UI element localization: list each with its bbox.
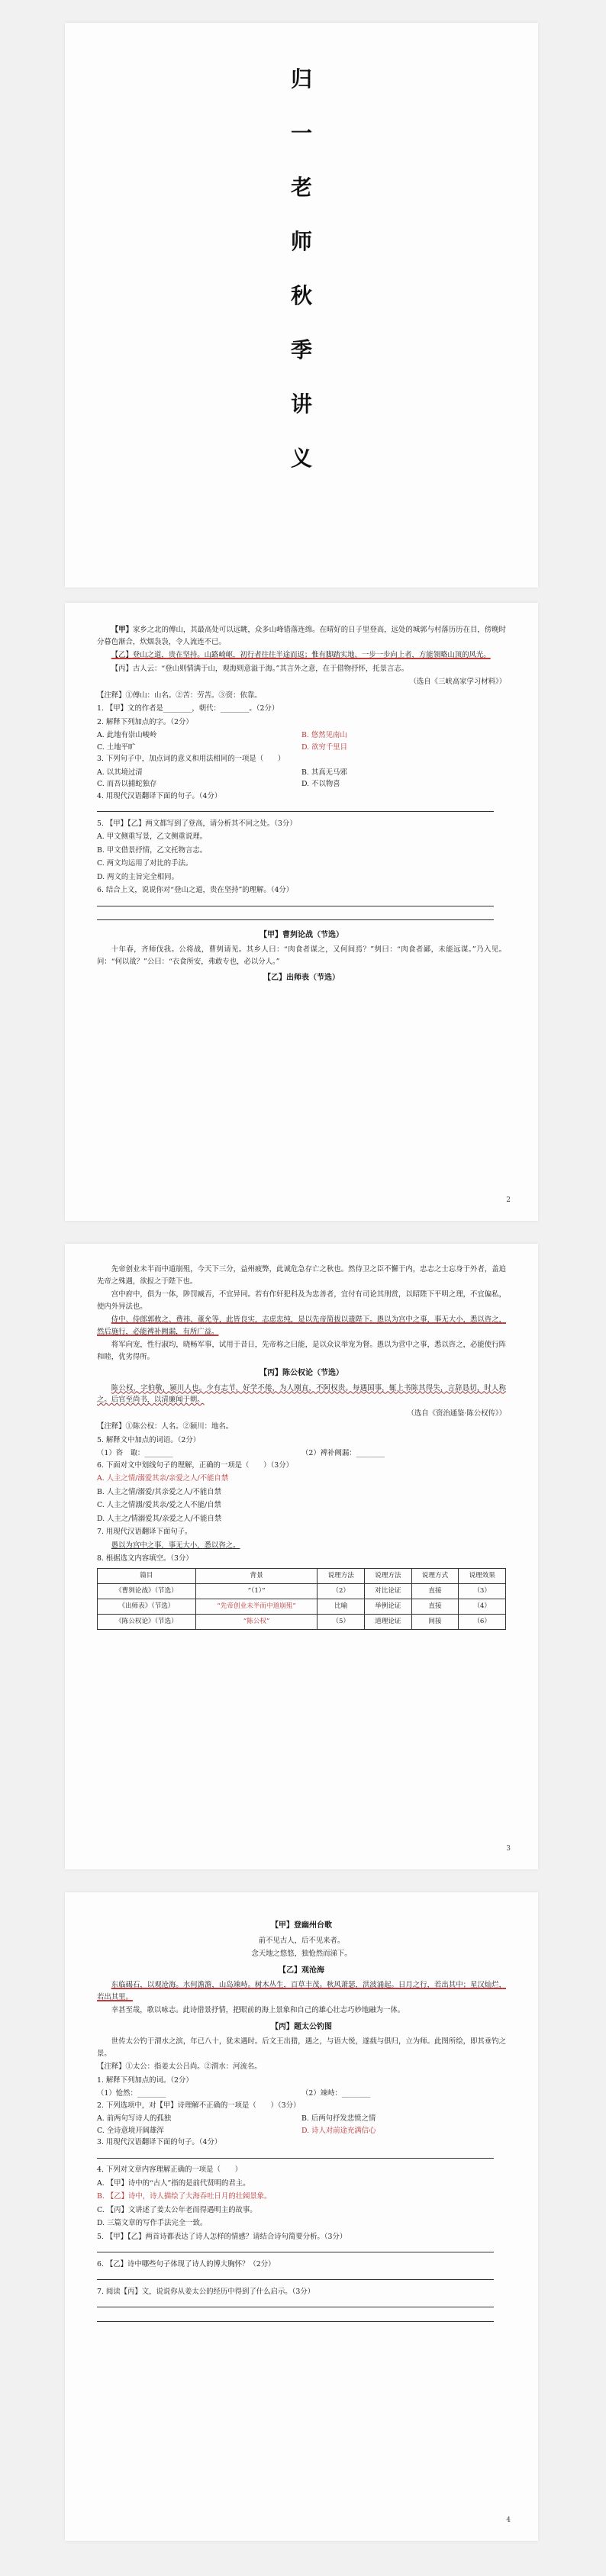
passage-paragraph bbox=[97, 624, 506, 648]
table-header-cell: 说理方法 bbox=[318, 1568, 365, 1583]
page-number: 3 bbox=[506, 1845, 511, 1853]
question-options bbox=[97, 767, 506, 791]
question: 7. 用现代汉语翻译下面句子。 bbox=[97, 1528, 192, 1536]
option: B. 其真无马邪 bbox=[301, 768, 347, 777]
passage-paragraph: 将军向宠，性行淑均，晓畅军事，试用于昔日，先帝称之曰能，是以众议举宠为督。愚以为营中之事，悉以咨之，必能使行阵和睦，优劣得所。 bbox=[97, 1341, 506, 1361]
question: 4. 用现代汉语翻译下面的句子。（4分） bbox=[97, 791, 222, 800]
page-number: 4 bbox=[506, 2516, 511, 2524]
worksheet-page-4 bbox=[65, 1892, 538, 2541]
table-row bbox=[98, 1583, 506, 1599]
table-header-cell: 说理效果 bbox=[459, 1568, 506, 1583]
option: B. 后两句抒发悲愤之情 bbox=[301, 2114, 376, 2123]
passage-text: 东临碣石，以观沧海。水何澹澹，山岛竦峙。树木丛生，百草丰茂。秋风萧瑟，洪波涌起。日月之行，若出其中；星汉灿烂，若出其里。 bbox=[97, 1981, 506, 2001]
table-header-cell: 说理方式 bbox=[411, 1568, 459, 1583]
passage-paragraph: 幸甚至哉，歌以咏志。此诗借景抒情，把眼前的海上景象和自己的雄心壮志巧妙地融为一体。 bbox=[111, 2006, 405, 2014]
option: C. 土地平旷 bbox=[97, 742, 136, 752]
page-3-body bbox=[97, 1264, 506, 1630]
option: （2）裨补阙漏：________ bbox=[301, 1449, 385, 1457]
option: C. 而吾以捕蛇独存 bbox=[97, 780, 157, 788]
annotation-note: 【注释】①傅山：山名。②苦：劳苦。③资：依靠。 bbox=[97, 691, 262, 700]
question: 1. 解释下列加点的词。（2分） bbox=[97, 2075, 193, 2085]
passage-text: 【乙】登山之道，贵在坚持。山路崎岖，初行者往往半途而返；惟有脚踏实地、一步一步向上者，方能领略山顶的风光。 bbox=[111, 651, 491, 659]
option: C. 两文均运用了对比的手法。 bbox=[97, 859, 193, 868]
table-cell: （5） bbox=[318, 1614, 365, 1629]
annotation-note: 【注释】①陈公权：人名。②颍川：地名。 bbox=[97, 1422, 234, 1431]
option: A. 甲文侧重写景，乙文侧重说理。 bbox=[97, 832, 207, 841]
passage-paragraph bbox=[97, 663, 506, 675]
answer-blank bbox=[97, 2299, 506, 2312]
question: 6. 结合上文，说说你对“登山之道，贵在坚持”的理解。（4分） bbox=[97, 886, 294, 894]
question: 5. 【甲】【乙】两文都写到了登高，请分析其不同之处。（3分） bbox=[97, 819, 297, 828]
summary-table bbox=[97, 1568, 506, 1630]
option: （1）怆然：________ bbox=[97, 2089, 166, 2098]
table-cell: 《出师表》（节选） bbox=[98, 1599, 196, 1614]
option: A. 【甲】诗中的“古人”指的是前代贤明的君主。 bbox=[97, 2178, 250, 2188]
question-options bbox=[97, 2113, 506, 2136]
section-title: 【甲】曹刿论战（节选） bbox=[259, 930, 343, 939]
passage-paragraph: 世传太公钓于渭水之滨，年已八十，犹未遇时。后文王出猎，遇之，与语大悦，遂载与俱归，立为师。此图所绘，即其垂钓之景。 bbox=[97, 2037, 506, 2058]
option: B. 【乙】诗中，诗人描绘了大海吞吐日月的壮阔景象。 bbox=[97, 2192, 272, 2201]
cover-title-char: 师 bbox=[290, 229, 312, 254]
passage-paragraph bbox=[97, 1314, 506, 1338]
table-cell: 举例论证 bbox=[365, 1599, 412, 1614]
cover-title-char: 义 bbox=[290, 446, 312, 471]
question: 2. 下列选项中，对【甲】诗理解不正确的一项是（ ）（3分） bbox=[97, 2101, 301, 2110]
option: D. 两文的主旨完全相同。 bbox=[97, 872, 179, 881]
question: 4. 下列对文章内容理解正确的一项是（ ） bbox=[97, 2165, 243, 2174]
table-cell: “陈公权” bbox=[195, 1614, 318, 1629]
question-options bbox=[97, 1447, 506, 1460]
table-cell: “（1）” bbox=[195, 1583, 318, 1599]
cover-title-char: 归 bbox=[290, 66, 312, 92]
option: A. 以其境过清 bbox=[97, 768, 143, 777]
table-cell: 比喻 bbox=[318, 1599, 365, 1614]
option: D. 诗人对前途充满信心 bbox=[301, 2126, 376, 2135]
question: 6. 【乙】诗中哪些句子体现了诗人的博大胸怀？（2分） bbox=[97, 2259, 276, 2268]
option: D. 不以物喜 bbox=[301, 780, 340, 788]
question: 5. 解释文中加点的词语。（2分） bbox=[97, 1435, 201, 1444]
passage-source: （选自《资治通鉴·陈公权传》） bbox=[407, 1409, 506, 1418]
passage-source: （选自《三峡高家学习材料》） bbox=[409, 678, 506, 686]
question-options bbox=[97, 2088, 506, 2100]
worksheet-page-3 bbox=[65, 1244, 538, 1869]
table-row bbox=[98, 1614, 506, 1629]
question: 5. 【甲】【乙】两首诗都表达了诗人怎样的情感？请结合诗句简要分析。（3分） bbox=[97, 2232, 347, 2241]
table-cell: （3） bbox=[459, 1583, 506, 1599]
table-cell: 间接 bbox=[411, 1614, 459, 1629]
page-2-body bbox=[97, 624, 506, 987]
section-title: 【丙】题太公钓图 bbox=[271, 2022, 332, 2031]
passage-text: 侍中、侍郎郭攸之、费祎、董允等，此皆良实，志虑忠纯，是以先帝简拔以遗陛下。愚以为宫中之事，事无大小，悉以咨之，然后施行，必能裨补阙漏，有所广益。 bbox=[97, 1315, 506, 1336]
cover-title bbox=[65, 66, 538, 502]
option: （1）咨 诹：________ bbox=[97, 1449, 173, 1457]
question: 6. 下面对文中划线句子的理解，正确的一项是（ ）（3分） bbox=[97, 1460, 293, 1470]
cover-title-char: 老 bbox=[290, 175, 312, 200]
page-number: 2 bbox=[506, 1196, 511, 1204]
table-cell: 道理论证 bbox=[365, 1614, 412, 1629]
poem-line: 念天地之悠悠，独怆然而涕下。 bbox=[251, 1950, 352, 1958]
passage-paragraph bbox=[97, 649, 506, 662]
question: 7. 阅读【丙】文，说说你从姜太公的经历中得到了什么启示。（3分） bbox=[97, 2287, 315, 2296]
table-cell: “先帝创业未半而中道崩殂” bbox=[195, 1599, 318, 1614]
question: 2. 解释下列加点的字。（2分） bbox=[97, 717, 193, 726]
table-cell: 《陈公权论》（节选） bbox=[98, 1614, 196, 1629]
option: A. 此地有崇山峻岭 bbox=[97, 731, 157, 739]
passage-text: 陈公权，字伯敬，颍川人也。少有志节，好学不倦，为人刚直，不阿权贵。每遇国事，辄上书陈其得失，言辞恳切，时人称之。后官至尚书，以清廉闻于朝。 bbox=[97, 1383, 506, 1404]
section-title: 【乙】观沧海 bbox=[279, 1966, 324, 1975]
option: B. 甲文借景抒情，乙文托物言志。 bbox=[97, 845, 208, 855]
section-title: 【甲】登幽州台歌 bbox=[271, 1921, 332, 1930]
option: A. 人主之情/溺爱其亲/亲爱之人/不能自禁 bbox=[97, 1474, 229, 1483]
table-cell: 对比论证 bbox=[365, 1583, 412, 1599]
translate-text: 愚以为宫中之事，事无大小，悉以咨之。 bbox=[111, 1541, 240, 1550]
answer-blank bbox=[97, 2244, 506, 2257]
table-cell: （6） bbox=[459, 1614, 506, 1629]
passage-paragraph: 先帝创业未半而中道崩殂，今天下三分，益州疲弊，此诚危急存亡之秋也。然侍卫之臣不懈于内，忠志之士忘身于外者，盖追先帝之殊遇，欲报之于陛下也。 bbox=[97, 1265, 506, 1286]
table-cell: （4） bbox=[459, 1599, 506, 1614]
answer-blank bbox=[97, 2314, 506, 2326]
cover-title-char: 一 bbox=[290, 121, 312, 146]
option: C. 人主之情溺/爱其亲/爱之人不能/自禁 bbox=[97, 1501, 221, 1509]
option: A. 前两句写诗人的孤独 bbox=[97, 2114, 172, 2123]
cover-page bbox=[65, 23, 538, 588]
option: C. 【丙】文讲述了姜太公年老而得遇明主的故事。 bbox=[97, 2205, 257, 2214]
passage-paragraph bbox=[97, 1383, 506, 1406]
section-title: 【丙】陈公权论（节选） bbox=[259, 1369, 343, 1377]
passage-paragraph: 宫中府中，俱为一体，陟罚臧否，不宜异同。若有作奸犯科及为忠善者，宜付有司论其刑赏，以昭陛下平明之理，不宜偏私，使内外异法也。 bbox=[97, 1290, 506, 1311]
page-4-body bbox=[97, 1915, 506, 2327]
option: B. 人主之情/溺爱/其亲爱之人/不能自禁 bbox=[97, 1487, 221, 1496]
table-cell: 直接 bbox=[411, 1599, 459, 1614]
worksheet-page-2 bbox=[65, 603, 538, 1221]
translate-sentence bbox=[97, 1540, 506, 1552]
cover-title-char: 季 bbox=[290, 337, 312, 362]
answer-blank bbox=[97, 2150, 506, 2163]
question: 1. 【甲】文的作者是________，朝代：________。（2分） bbox=[97, 704, 279, 713]
cover-title-char: 讲 bbox=[290, 391, 312, 417]
section-title: 【乙】出师表（节选） bbox=[263, 974, 340, 982]
option: D. 欲穷千里目 bbox=[301, 742, 348, 752]
option: C. 全诗意境开阔雄浑 bbox=[97, 2126, 164, 2135]
question-options bbox=[97, 729, 506, 753]
answer-blank bbox=[97, 2272, 506, 2285]
question: 3. 用现代汉语翻译下面的句子。（4分） bbox=[97, 2138, 222, 2146]
question: 3. 下列句子中，加点词的意义和用法相同的一项是（ ） bbox=[97, 755, 285, 763]
option: D. 三篇文章的写作手法完全一致。 bbox=[97, 2219, 208, 2227]
option: D. 人主之/情溺爱其/亲爱之人/不能自禁 bbox=[97, 1514, 222, 1523]
passage-text: 家乡之北的傅山，其最高处可以远眺，众多山峰错落连绵。在晴好的日子里登高，远处的城郭与村落历历在目，傍晚时分暮色渐合，炊烟袅袅，令人流连不已。 bbox=[97, 626, 506, 646]
table-cell: 直接 bbox=[411, 1583, 459, 1599]
table-header-cell: 说理方法 bbox=[365, 1568, 412, 1583]
annotation-note: 【注释】①太公：指姜太公吕尚。②渭水：河流名。 bbox=[97, 2062, 262, 2071]
poem-line: 前不见古人，后不见来者。 bbox=[258, 1936, 345, 1945]
passage-label: 【甲】 bbox=[111, 626, 134, 634]
passage-paragraph bbox=[97, 1979, 506, 2003]
table-cell: 《曹刿论战》（节选） bbox=[98, 1583, 196, 1599]
question: 8. 根据选文内容填空。（3分） bbox=[97, 1554, 193, 1563]
passage-paragraph: 十年春，齐师伐我。公将战，曹刿请见。其乡人曰：“肉食者谋之，又何间焉？”刿曰：“肉食者鄙，未能远谋。”乃入见。问：“何以战？”公曰：“衣食所安，弗敢专也，必以分人。” bbox=[97, 945, 506, 966]
passage-text: 【丙】古人云：“登山则情满于山，观海则意溢于海。”其言外之意，在于借物抒怀，托景言志。 bbox=[111, 664, 409, 673]
cover-title-char: 秋 bbox=[290, 283, 312, 308]
table-cell: （2） bbox=[318, 1583, 365, 1599]
table-row bbox=[98, 1599, 506, 1614]
table-header-cell: 背景 bbox=[195, 1568, 318, 1583]
answer-blank bbox=[97, 912, 506, 925]
answer-blank bbox=[97, 898, 506, 911]
table-header-cell: 篇目 bbox=[98, 1568, 196, 1583]
option: （2）竦峙：________ bbox=[301, 2089, 371, 2098]
option: B. 悠然见南山 bbox=[301, 731, 347, 739]
table-header-row bbox=[98, 1568, 506, 1583]
answer-blank bbox=[97, 803, 506, 816]
